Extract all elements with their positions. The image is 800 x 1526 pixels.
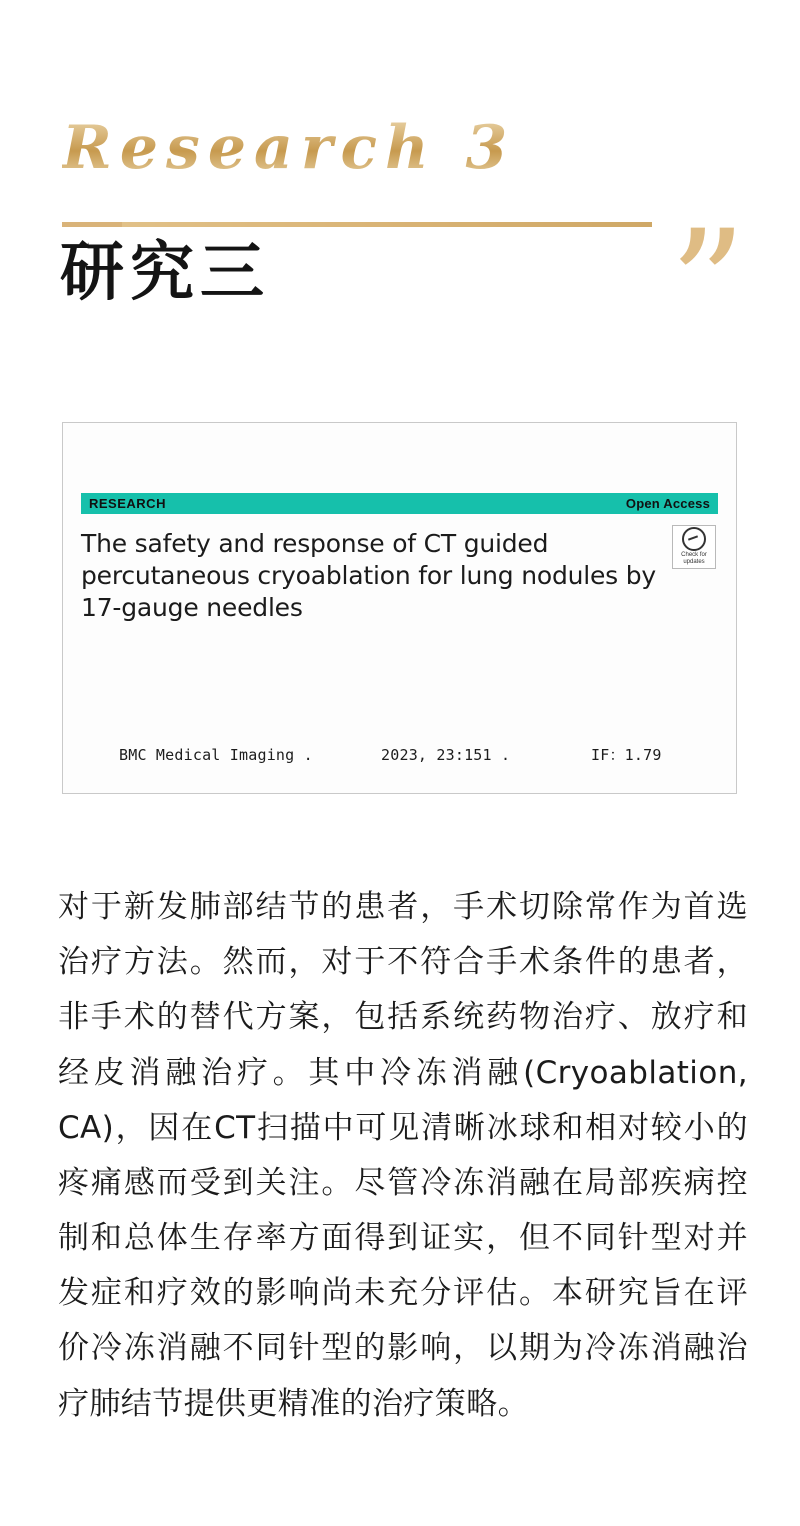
journal-volume: 2023, 23:151 . bbox=[381, 746, 511, 764]
paper-title: The safety and response of CT guided percutaneous cryoablation for lung nodules by 17-gauge needles bbox=[81, 529, 657, 622]
summary-paragraph: 对于新发肺部结节的患者，手术切除常作为首选治疗方法。然而，对于不符合手术条件的患者，非手术的替代方案，包括系统药物治疗、放疗和经皮消融治疗。其中冷冻消融(Cryoablation, CA)，因在CT扫描中可见清晰冰球和相对较小的疼痛感而受到关注。尽管冷冻消融在局部疾病控制和总体生存率方面得到证实，但不同针型对并发症和疗效的影响尚未充分评估。本研究旨在评价冷冻消融不同针型的影响，以期为冷冻消融治疗肺结节提供更精准的治疗策略。 bbox=[58, 889, 748, 1422]
gold-divider-stub bbox=[62, 222, 122, 227]
article-type-band bbox=[81, 493, 718, 514]
journal-impact-factor: IF：1.79 bbox=[591, 746, 662, 764]
crossmark-check-for-updates-icon bbox=[672, 525, 716, 569]
crossmark-line2: updates bbox=[683, 559, 705, 565]
paper-citation-card bbox=[62, 422, 737, 794]
quote-mark-icon: ” bbox=[669, 199, 748, 373]
paper-card-content bbox=[81, 493, 718, 623]
journal-info-row bbox=[81, 744, 718, 765]
journal-name: BMC Medical Imaging . bbox=[119, 746, 313, 764]
page-title: 研究三 bbox=[60, 235, 270, 310]
crossmark-line1: Check for bbox=[681, 552, 707, 558]
article-type-label: RESEARCH bbox=[89, 496, 166, 511]
gold-divider bbox=[62, 222, 652, 227]
crossmark-ring-icon bbox=[682, 527, 706, 551]
open-access-label: Open Access bbox=[625, 496, 710, 511]
research-script-title: Research 3 bbox=[62, 113, 516, 183]
